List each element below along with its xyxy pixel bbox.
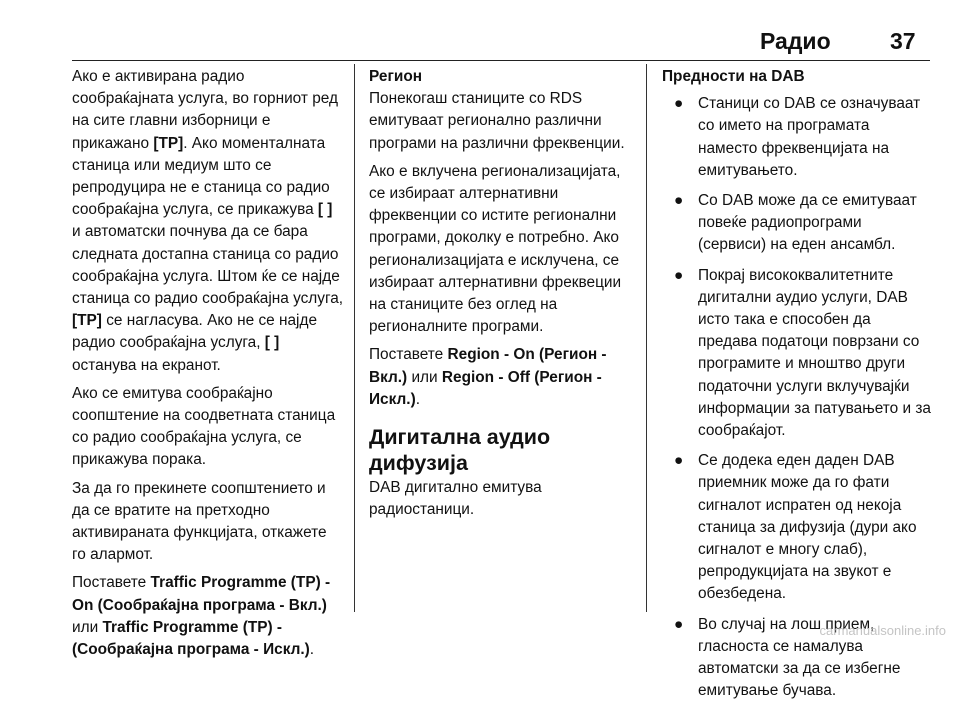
bullet-icon: ● (674, 615, 684, 633)
column-middle (369, 66, 634, 527)
page-number: 37 (890, 28, 916, 54)
watermark: carmanualsonline.info (819, 623, 946, 638)
list-item (662, 190, 932, 257)
region-on-option: Region - On (Регион - Вкл.) (369, 346, 607, 386)
dab-advantages-heading: Предности на DAB (662, 68, 805, 85)
tp-indicator: [TP] (72, 312, 102, 330)
region-setting-paragraph (369, 344, 634, 411)
column-right (662, 66, 932, 710)
text-run: или (407, 368, 442, 386)
text-run: Ако е активирана радио сообраќајната услуга, во горниот ред на сите главни изборници е прикажано (72, 68, 338, 152)
text-run: . Ако моменталната станица или медиум што се репродуцира не е станица со радио сообраќајна услуга, се прикажува (72, 134, 330, 219)
tp-indicator: [TP] (153, 134, 184, 152)
region-heading: Регион (369, 68, 423, 85)
text-run: останува на екранот. (72, 356, 221, 374)
list-item-text: Станици со DAB се означуваат со името на програмата наместо фреквенцијата на емитувањето. (698, 95, 921, 179)
cancel-paragraph: За да го прекинете соопштението и да се вратите на претходно активираната функцијата, откажете го алармот. (72, 479, 327, 564)
list-item-text: Во случај на лош прием, гласноста се намалува автоматски за да се избегне емитување бучава. (698, 615, 901, 700)
page-header (0, 26, 960, 66)
dab-section-title: Дигитална аудио дифузија (369, 425, 551, 476)
list-item-text: Со DAB може да се емитуваат повеќе радиопрограми (сервиси) на еден ансамбл. (698, 192, 917, 254)
column-divider (646, 64, 647, 612)
list-item-text: Покрај висококвалитетните дигитални аудио услуги, DAB исто така е способен да предава податоци поврзани со програмите и мноштво други податочни услуги вклучувајќи информации за патувањето и за сообраќајот. (698, 266, 931, 440)
text-run: и автоматски почнува да се бара следната достапна станица со радио сообраќајна услуга. Штом ќе се најде станица со радио сообраќајна услуга, (72, 223, 344, 308)
bullet-icon: ● (674, 266, 684, 284)
region-paragraph-1: Понекогаш станиците со RDS емитуваат регионално различни програми на различни фреквенции. (369, 90, 625, 152)
tp-off-option: Traffic Programme (TP) - (Сообраќајна програма - Искл.) (72, 618, 310, 659)
list-item (662, 93, 932, 182)
region-paragraph-2: Ако е вклучена регионализацијата, се избираат алтернативни фреквенции со истите регионални програми, доколку е потребно. Ако регионализацијата е исклучена, се избираат алтернативни фреквеции на станиците без оглед на регионалните програми. (369, 162, 622, 336)
text-run: се нагласува. Ако не се најде радио сообраќајна услуга, (72, 312, 317, 352)
dab-intro-paragraph: DAB дигитално емитува радиостаници. (369, 479, 542, 519)
text-run: Поставете (72, 574, 151, 592)
tp-empty-indicator: [ ] (264, 334, 280, 352)
page-title: Радио (760, 28, 831, 54)
bullet-icon: ● (674, 95, 684, 113)
dab-advantages-list (662, 93, 932, 702)
tp-setting-paragraph (72, 572, 344, 661)
column-divider (354, 64, 355, 612)
header-rule (72, 60, 930, 61)
text-run: . (415, 390, 420, 408)
list-item (662, 450, 932, 605)
bullet-icon: ● (674, 452, 684, 470)
region-off-option: Region - Off (Регион - Искл.) (369, 368, 602, 408)
text-run: . (309, 641, 315, 659)
announcement-paragraph: Ако се емитува сообраќајно соопштение на соодветната станица со радио сообраќајна услуга, се прикажува порака. (72, 384, 336, 469)
column-left (72, 66, 344, 667)
text-run: или (72, 618, 103, 636)
tp-empty-indicator: [ ] (317, 201, 333, 219)
text-run: Поставете (369, 346, 448, 364)
list-item-text: Се додека еден даден DAB приемник може да го фати сигналот испратен од некоја станица за дифузија (дури ако сигналот е многу слаб), репродукцијата на звукот е обезбедена. (698, 452, 917, 603)
tp-description (72, 66, 344, 377)
list-item (662, 265, 932, 443)
tp-on-option: Traffic Programme (TP) - On (Сообраќајна програма - Вкл.) (72, 574, 331, 614)
bullet-icon: ● (674, 192, 684, 210)
